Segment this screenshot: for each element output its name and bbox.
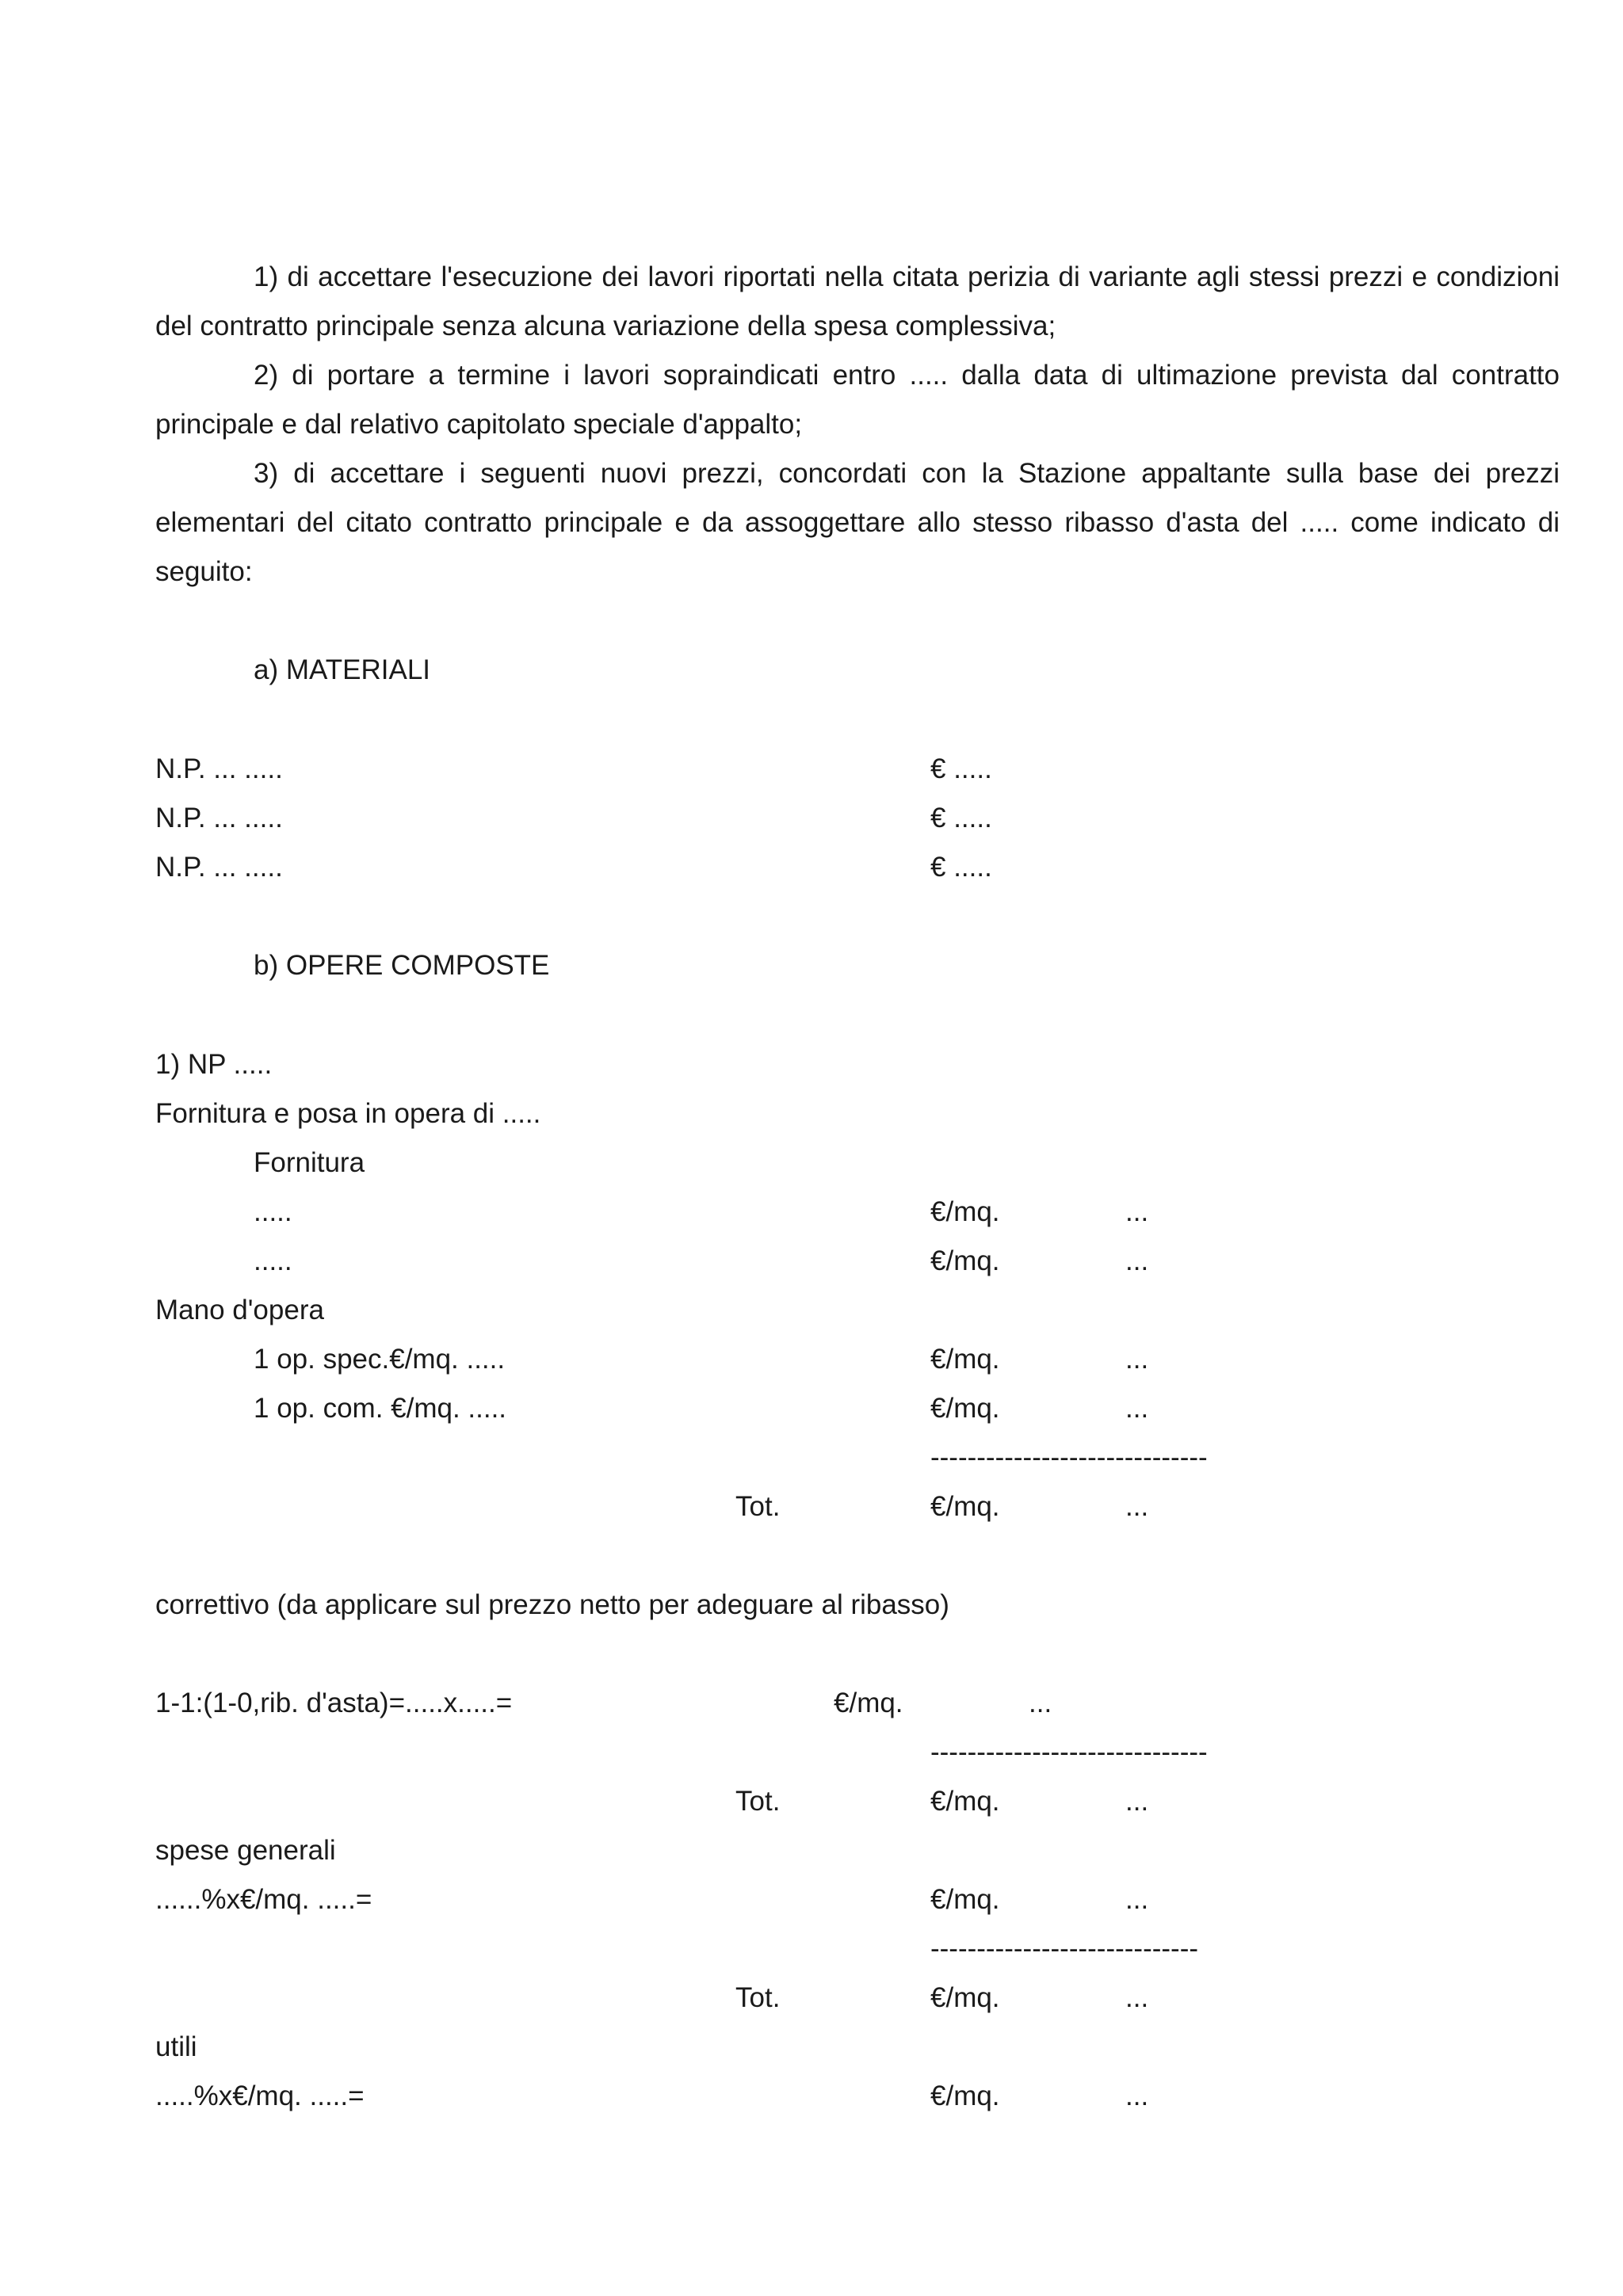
fornitura-row-unit: €/mq. xyxy=(930,1245,1000,1276)
spese-row-unit: €/mq. xyxy=(930,1884,1000,1915)
fornitura-row-value: ... xyxy=(1125,1245,1149,1276)
opere-heading: b) OPERE COMPOSTE xyxy=(254,950,550,981)
fornitura-row-unit: €/mq. xyxy=(930,1196,1000,1227)
separator-line: ------------------------------ xyxy=(930,1737,1208,1768)
materiali-row-price: € ..... xyxy=(930,753,992,784)
utili-label: utili xyxy=(155,2031,197,2062)
correttivo-note: correttivo (da applicare sul prezzo netto per adeguare al ribasso) xyxy=(155,1589,949,1620)
materiali-row-label: N.P. ... ..... xyxy=(155,753,283,784)
total-value: ... xyxy=(1125,1491,1149,1522)
materiali-heading: a) MATERIALI xyxy=(254,654,431,685)
total-label: Tot. xyxy=(735,1786,781,1817)
manodopera-row-unit: €/mq. xyxy=(930,1393,1000,1424)
fornitura-row-label: ..... xyxy=(254,1245,292,1276)
fornitura-label: Fornitura xyxy=(254,1147,365,1178)
total-label: Tot. xyxy=(735,1491,781,1522)
total-label: Tot. xyxy=(735,1982,781,2013)
total-unit: €/mq. xyxy=(930,1982,1000,2013)
manodopera-row-label: 1 op. spec.€/mq. ..... xyxy=(254,1344,506,1375)
separator-line: ----------------------------- xyxy=(930,1933,1199,1964)
total-value: ... xyxy=(1125,1786,1149,1817)
utili-row-label: .....%x€/mq. .....= xyxy=(155,2081,365,2111)
materiali-row-price: € ..... xyxy=(930,803,992,833)
materiali-row-label: N.P. ... ..... xyxy=(155,852,283,883)
paragraph-2: 2) di portare a termine i lavori sopraindicati entro ..... dalla data di ultimazione prevista dal contratto principale e dal relativo capitolato speciale d'appalto; xyxy=(155,360,1560,440)
fornitura-row-label: ..... xyxy=(254,1196,292,1227)
manodopera-label: Mano d'opera xyxy=(155,1295,324,1325)
spese-row-label: ......%x€/mq. .....= xyxy=(155,1884,372,1915)
paragraph-1: 1) di accettare l'esecuzione dei lavori riportati nella citata perizia di variante agli stessi prezzi e condizioni del contratto principale senza alcuna variazione della spesa complessiva; xyxy=(155,261,1560,341)
manodopera-row-value: ... xyxy=(1125,1344,1149,1375)
paragraph-3: 3) di accettare i seguenti nuovi prezzi, concordati con la Stazione appaltante sulla base dei prezzi elementari del citato contratto principale e da assoggettare allo stesso ribasso d'asta del ..... come indicato di seguito: xyxy=(155,458,1560,587)
manodopera-row-unit: €/mq. xyxy=(930,1344,1000,1375)
correttivo-row-label: 1-1:(1-0,rib. d'asta)=.....x.....= xyxy=(155,1688,513,1718)
fornitura-row-value: ... xyxy=(1125,1196,1149,1227)
manodopera-row-value: ... xyxy=(1125,1393,1149,1424)
spese-generali-label: spese generali xyxy=(155,1835,336,1866)
materiali-row-price: € ..... xyxy=(930,852,992,883)
correttivo-row-unit: €/mq. xyxy=(834,1688,903,1718)
materiali-row-label: N.P. ... ..... xyxy=(155,803,283,833)
manodopera-row-label: 1 op. com. €/mq. ..... xyxy=(254,1393,507,1424)
spese-row-value: ... xyxy=(1125,1884,1149,1915)
total-unit: €/mq. xyxy=(930,1491,1000,1522)
np-label: 1) NP ..... xyxy=(155,1049,273,1080)
total-value: ... xyxy=(1125,1982,1149,2013)
utili-row-value: ... xyxy=(1125,2081,1149,2111)
utili-row-unit: €/mq. xyxy=(930,2081,1000,2111)
separator-line: ------------------------------ xyxy=(930,1442,1208,1473)
description-line: Fornitura e posa in opera di ..... xyxy=(155,1098,541,1129)
total-unit: €/mq. xyxy=(930,1786,1000,1817)
correttivo-row-value: ... xyxy=(1029,1688,1052,1718)
